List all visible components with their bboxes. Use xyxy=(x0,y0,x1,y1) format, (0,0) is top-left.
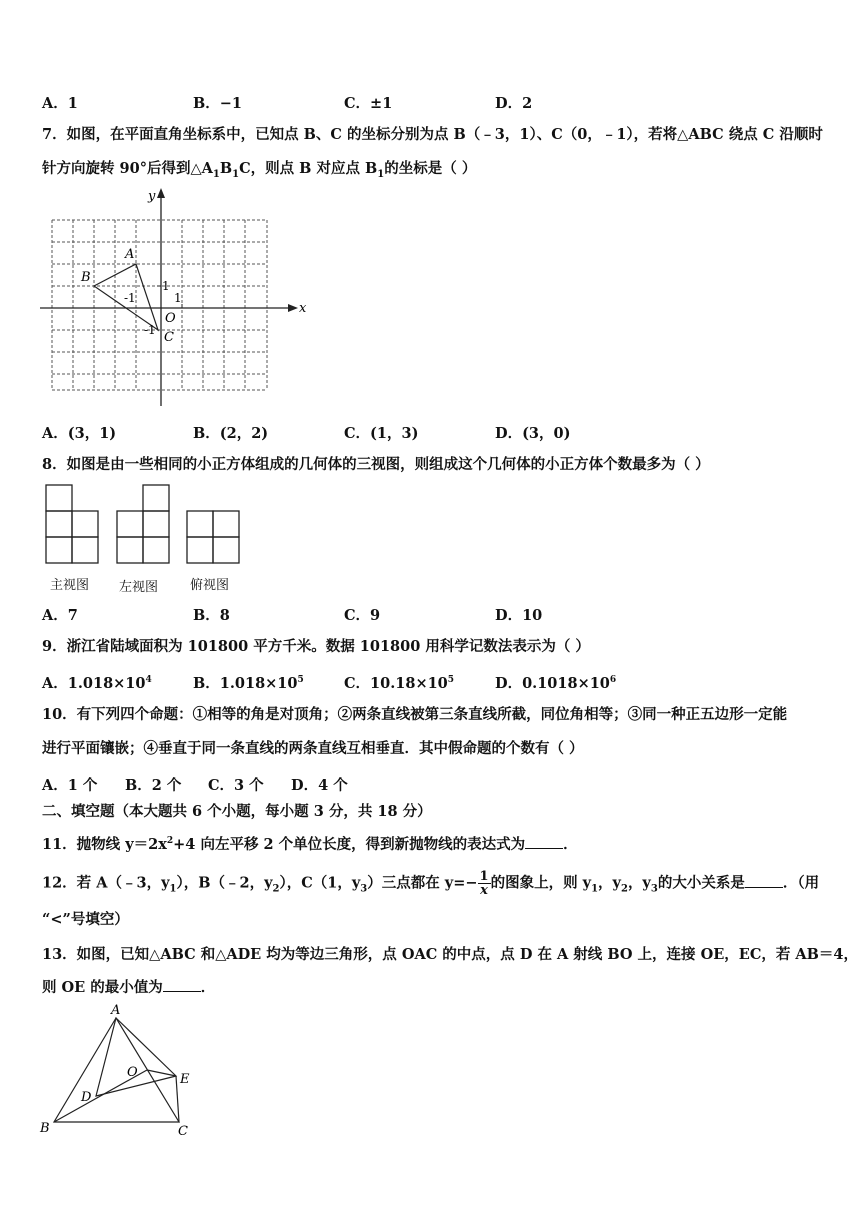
q13-triangle-abc xyxy=(54,1018,179,1122)
q13-segment-oe xyxy=(147,1070,176,1076)
q10-option-b: B．2 个 xyxy=(125,777,182,794)
q10-option-a: A．1 个 xyxy=(42,777,98,794)
q7-y-arrow xyxy=(157,188,165,198)
q7-line2: 针方向旋转 90°后得到$\triangle A_1B_1C$，则点 B 对应点 $B_1$的坐标是（ ） xyxy=(42,160,477,180)
q12-answer-blank[interactable] xyxy=(745,886,783,888)
q7-option-c: C．(1，3) xyxy=(344,425,419,442)
q12-line1: 12．若 A（﹣3，$y_1$），B（﹣2，$y_2$），C（1，$y_3$）三点都在 y=− $\frac{1}{x}$ 的图象上，则 $y_1$，$y_2$，$y_3$的大小关系是 ．（用 xyxy=(42,869,820,898)
q9-option-c: C．$10.18\times 10^5$ xyxy=(344,675,455,692)
q13-label-o: O xyxy=(127,1065,138,1080)
q8-caption-left: 左视图 xyxy=(119,580,159,595)
q8-caption-front: 主视图 xyxy=(50,578,90,593)
q7-label-y-one: 1 xyxy=(162,279,170,293)
section-2-heading: 二、填空题（本大题共 6 个小题，每小题 3 分，共 18 分） xyxy=(42,803,432,820)
q10-option-d: D．4 个 xyxy=(291,777,348,794)
q13-label-d: D xyxy=(81,1090,92,1105)
q13-label-b: B xyxy=(40,1121,50,1136)
q13-segment-ec xyxy=(176,1076,179,1122)
q8-option-c: C．9 xyxy=(344,607,381,624)
q7-line1: 7．如图，在平面直角坐标系中，已知点 B、C 的坐标分别为点 B（﹣3，1）、C（0，﹣1），若将△ABC 绕点 C 沿顺时 xyxy=(42,126,823,143)
q8-option-d: D．10 xyxy=(495,607,543,624)
q13-label-e: E xyxy=(180,1072,190,1087)
q9-text: 9．浙江省陆域面积为 101800 平方千米。数据 101800 用科学记数法表示为（ ） xyxy=(42,638,590,655)
q9-option-d: D．$0.1018\times 10^6$ xyxy=(495,675,617,692)
q6-option-d: D．2 xyxy=(495,95,533,112)
q7-label-x: x xyxy=(299,301,307,316)
q11-answer-blank[interactable] xyxy=(525,847,563,849)
q6-option-b: B．−1 xyxy=(193,95,242,112)
q8-option-a: A．7 xyxy=(42,607,78,624)
q7-label-x-one: 1 xyxy=(174,291,182,305)
q10-line1: 10．有下列四个命题：①相等的角是对顶角；②两条直线被第三条直线所截，同位角相等；③同一种正五边形一定能 xyxy=(42,706,788,723)
q9-option-a: A．$1.018\times 10^4$ xyxy=(42,675,152,692)
q7-option-d: D．(3，0) xyxy=(495,425,571,442)
q10-line2: 进行平面镶嵌；④垂直于同一条直线的两条直线互相垂直．其中假命题的个数有（ ） xyxy=(42,740,584,757)
q7-option-a: A．(3，1) xyxy=(42,425,117,442)
q10-option-c: C．3 个 xyxy=(208,777,264,794)
q7-label-y: y xyxy=(148,189,156,204)
q8-top-view xyxy=(187,511,239,563)
q13-line1: 13．如图，已知△ABC 和△ADE 均为等边三角形，点 OAC 的中点，点 D 在 A 射线 BO 上，连接 OE，EC，若 AB＝4， xyxy=(42,946,859,963)
q7-label-b: B xyxy=(81,270,91,285)
q8-text: 8．如图是由一些相同的小正方体组成的几何体的三视图，则组成这个几何体的小正方体个数最多为（ ） xyxy=(42,456,710,473)
q8-caption-top: 俯视图 xyxy=(190,578,230,593)
q12-line2: “<”号填空） xyxy=(42,911,129,928)
q9-option-b: B．$1.018\times 10^5$ xyxy=(193,675,304,692)
q7-label-x-minus-one: -1 xyxy=(124,291,136,305)
q13-answer-blank[interactable] xyxy=(163,990,201,992)
q13-triangle-ade xyxy=(96,1018,176,1096)
q11-text: 11．抛物线 $y=2x^2+4$ 向左平移 2 个单位长度，得到新抛物线的表达式为 ． xyxy=(42,835,578,853)
q13-line2: 则 OE 的最小值为 ． xyxy=(42,979,216,996)
q7-x-arrow xyxy=(288,304,298,312)
q8-option-b: B．8 xyxy=(193,607,230,624)
q12-fraction: $\frac{1}{x}$ xyxy=(479,869,489,898)
q7-label-y-minus-one: -1 xyxy=(144,323,156,337)
q6-option-c: C．±1 xyxy=(344,95,393,112)
q13-triangle-figure xyxy=(36,1000,206,1142)
q7-option-b: B．(2，2) xyxy=(193,425,269,442)
q6-option-a: A．1 xyxy=(42,95,78,112)
q13-label-c: C xyxy=(178,1124,188,1139)
q7-grid xyxy=(52,220,267,390)
q13-label-a: A xyxy=(111,1003,121,1018)
q7-coordinate-figure xyxy=(36,184,316,410)
q7-label-o: O xyxy=(165,311,176,326)
q8-front-view xyxy=(46,485,98,563)
q7-label-c: C xyxy=(164,330,174,345)
q7-label-a: A xyxy=(125,247,135,262)
q8-left-view xyxy=(117,485,169,563)
